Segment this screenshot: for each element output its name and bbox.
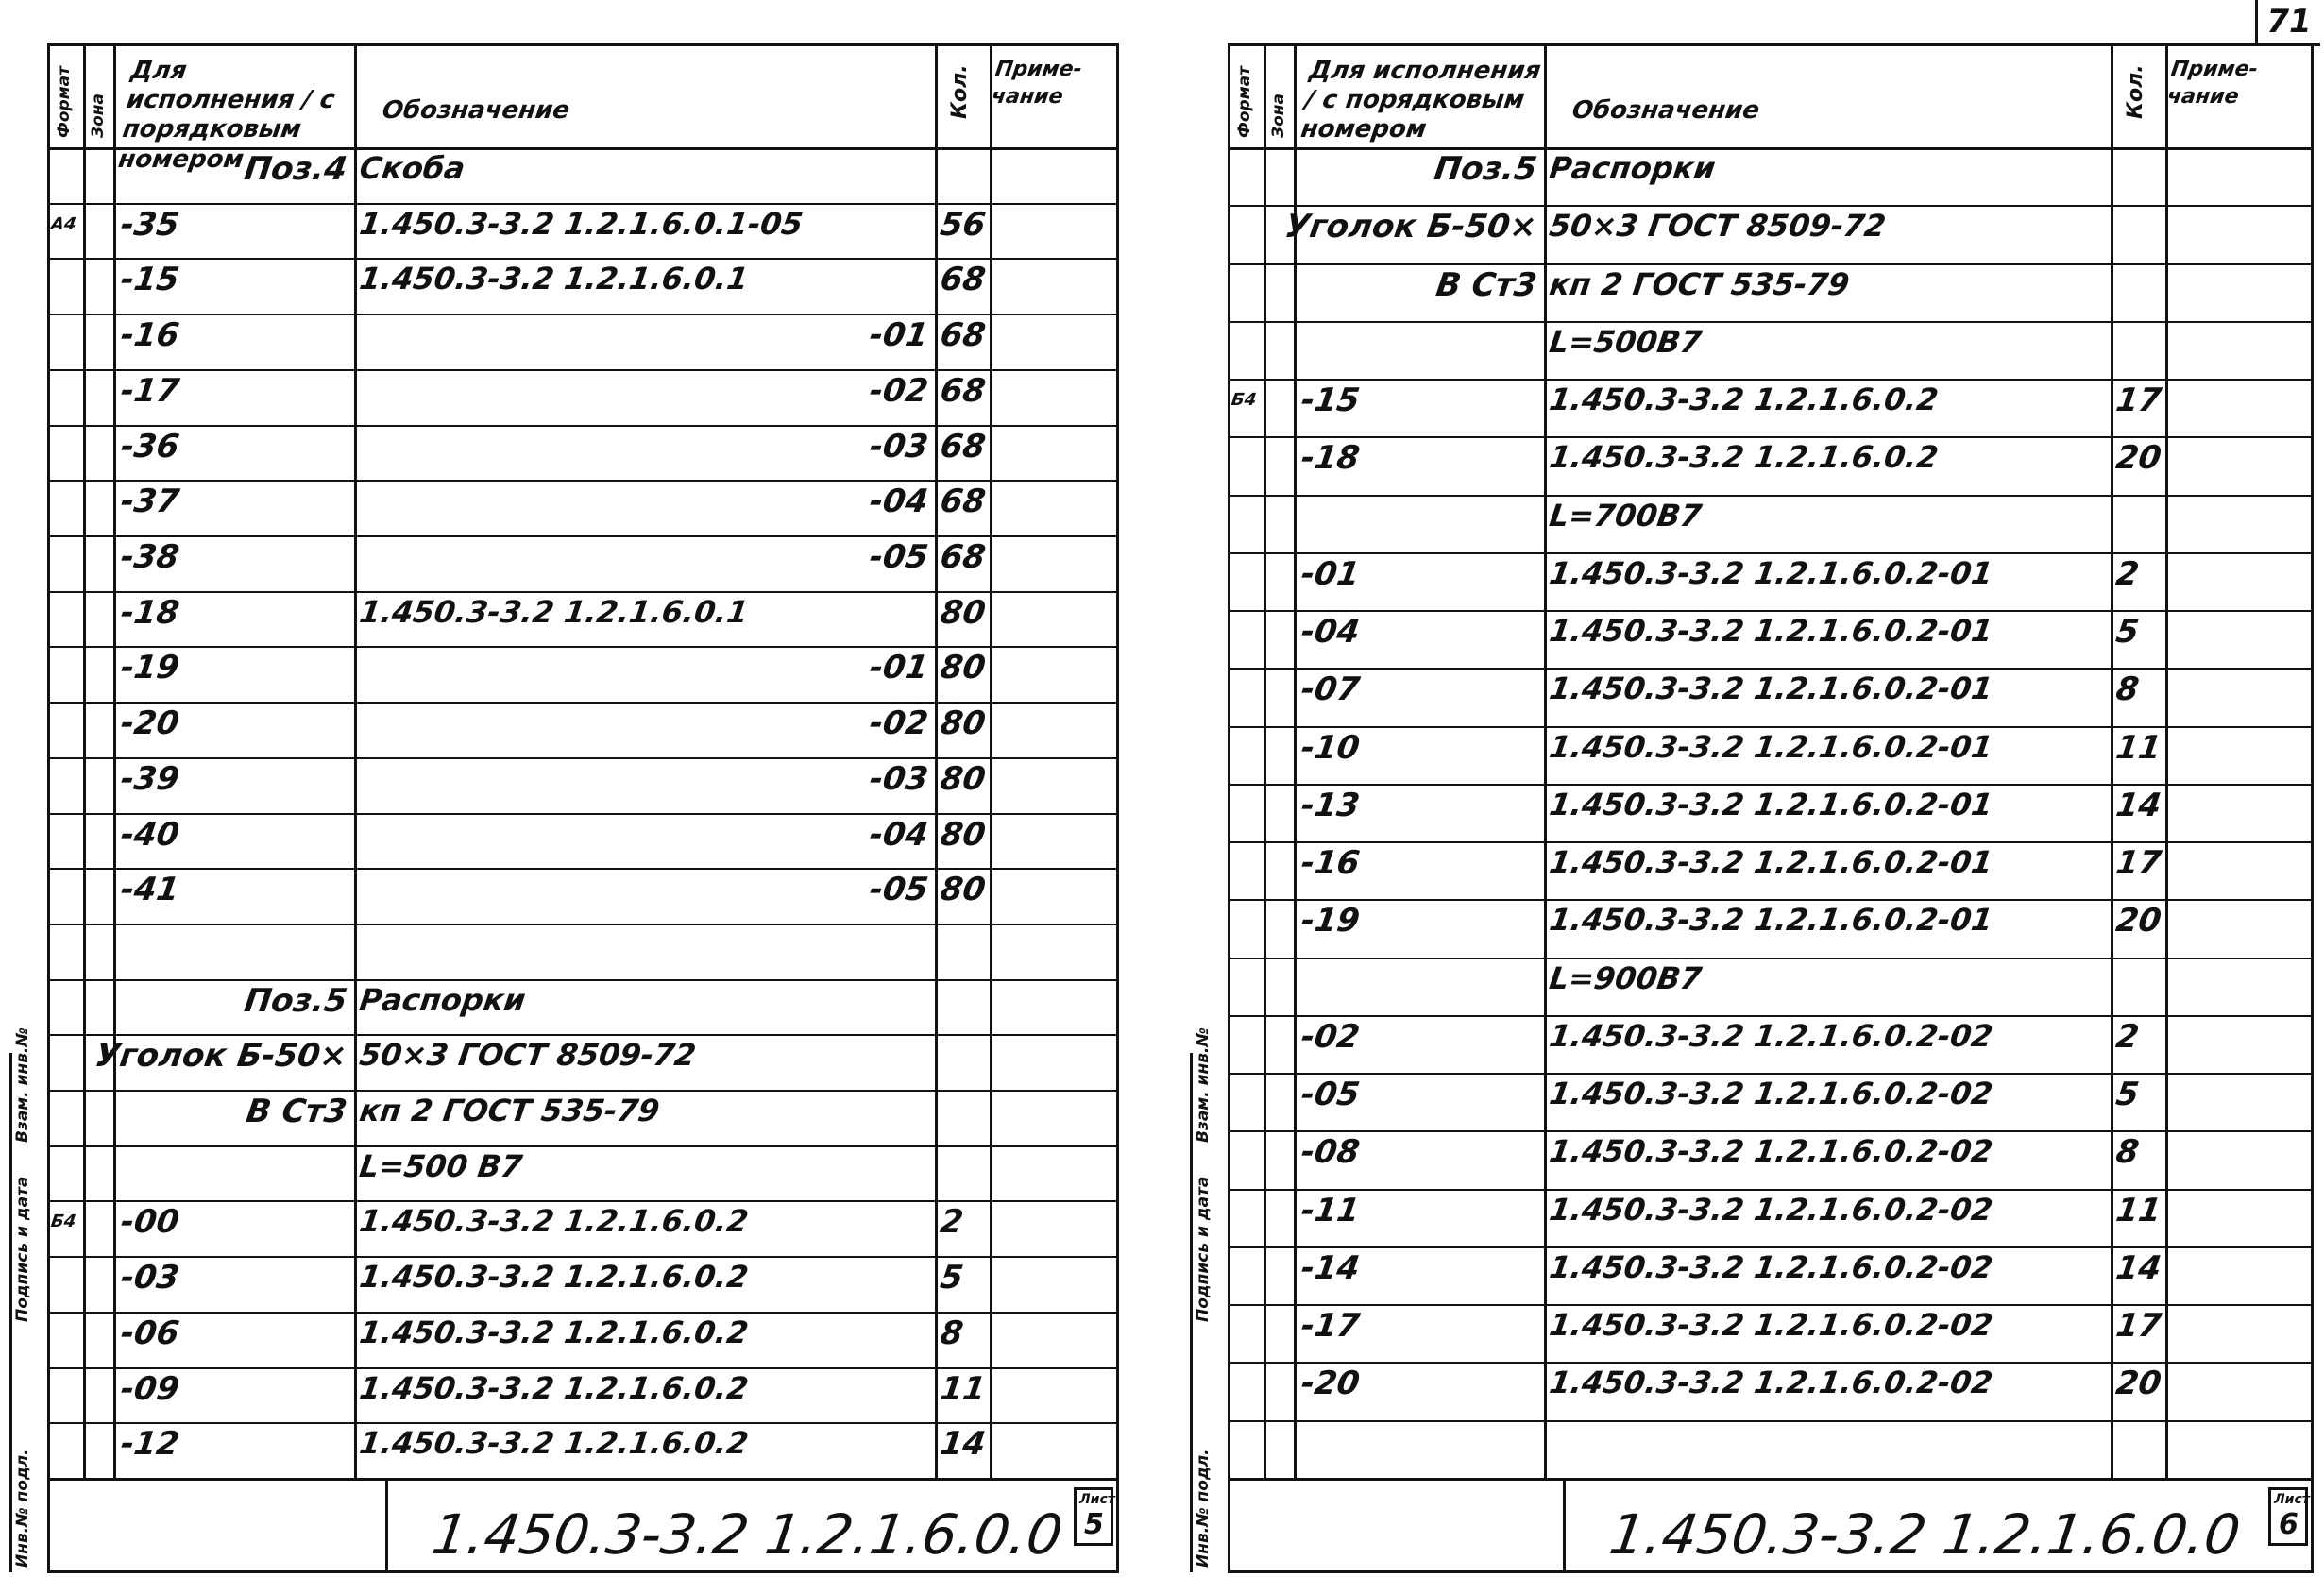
left-row-execution: -36 — [118, 427, 182, 466]
left-row-designation: 1.450.3-3.2 1.2.1.6.0.2 — [357, 1314, 751, 1350]
right-row-designation: 1.450.3-3.2 1.2.1.6.0.2-02 — [1547, 1365, 1995, 1401]
right-row-qty: 5 — [2113, 1076, 2142, 1114]
left-row-execution: В Ст3 — [244, 1093, 349, 1131]
left-sheet-number-box — [1074, 1487, 1113, 1546]
right-row-qty: 20 — [2113, 439, 2164, 478]
left-row-execution: -03 — [118, 1259, 182, 1297]
right-row-designation: 50×3 ГОСТ 8509-72 — [1547, 208, 1889, 245]
left-row-designation: 50×3 ГОСТ 8509-72 — [357, 1037, 699, 1074]
right-header-designation: Обозначение — [1569, 96, 1762, 125]
left-row-execution: Поз.5 — [242, 981, 349, 1020]
page-number — [2255, 0, 2320, 46]
left-title-code: 1.450.3-3.2 1.2.1.6.0.0 — [428, 1502, 1067, 1567]
right-row-execution: -11 — [1298, 1191, 1363, 1229]
right-col-line — [1544, 43, 1547, 1478]
left-row-designation: -05 — [866, 871, 930, 909]
left-row-designation: Распорки — [357, 981, 528, 1018]
right-row-qty: 2 — [2113, 554, 2142, 593]
left-row-line — [47, 979, 1119, 981]
right-row-designation: 1.450.3-3.2 1.2.1.6.0.2 — [1547, 439, 1941, 476]
right-col-line — [1264, 43, 1266, 1478]
right-row-line — [1228, 958, 2314, 959]
right-row-designation: Распорки — [1547, 150, 1718, 186]
right-row-line — [1228, 321, 2314, 323]
right-row-qty: 5 — [2113, 613, 2142, 652]
right-row-qty: 17 — [2113, 844, 2164, 883]
right-stamp-line — [1190, 1053, 1193, 1572]
left-sheet-label: Лист — [1079, 1492, 1115, 1507]
right-row-execution: -02 — [1298, 1017, 1363, 1056]
left-row-line — [47, 535, 1119, 537]
right-row-qty: 17 — [2113, 1307, 2164, 1346]
right-header-execution: Для исполнения / с порядковым номером — [1298, 57, 1543, 144]
left-row-execution: -12 — [118, 1425, 182, 1464]
right-row-line — [1228, 899, 2314, 901]
right-row-line — [1228, 263, 2314, 265]
left-row-line — [47, 1200, 1119, 1202]
right-row-line — [1228, 726, 2314, 728]
right-row-line — [1228, 436, 2314, 438]
left-row-qty: 80 — [938, 704, 989, 743]
right-row-execution: -20 — [1298, 1365, 1363, 1403]
right-row-designation: 1.450.3-3.2 1.2.1.6.0.2-02 — [1547, 1307, 1995, 1344]
left-title-divider — [385, 1478, 388, 1573]
left-row-qty: 11 — [938, 1369, 989, 1408]
left-row-execution: -39 — [118, 759, 182, 798]
left-row-execution: -37 — [118, 483, 182, 521]
left-stamp-a: Взам. инв.№ — [13, 1027, 32, 1143]
left-row-line — [47, 203, 1119, 205]
right-row-line — [1228, 1246, 2314, 1248]
left-row-execution: Уголок Б-50× — [92, 1037, 349, 1076]
left-row-execution: -20 — [118, 704, 182, 743]
left-row-format: А4 — [49, 213, 78, 234]
left-stamp-c: Инв.№ подл. — [13, 1449, 32, 1568]
left-row-qty: 68 — [938, 316, 989, 355]
left-row-designation: -01 — [866, 316, 930, 355]
right-row-designation: 1.450.3-3.2 1.2.1.6.0.2-01 — [1547, 613, 1995, 650]
right-header-note: Приме-чание — [2165, 58, 2260, 109]
right-row-execution: В Ст3 — [1433, 265, 1539, 304]
left-row-designation: 1.450.3-3.2 1.2.1.6.0.1 — [357, 261, 751, 297]
right-sheet-number-box — [2268, 1487, 2308, 1546]
left-row-execution: -06 — [118, 1314, 182, 1352]
right-row-qty: 11 — [2113, 728, 2164, 767]
right-row-qty: 2 — [2113, 1017, 2142, 1056]
right-row-qty: 14 — [2113, 1248, 2164, 1287]
left-row-line — [47, 1367, 1119, 1369]
left-row-line — [47, 1256, 1119, 1258]
left-row-line — [47, 1090, 1119, 1092]
right-row-line — [1228, 495, 2314, 497]
right-row-line — [1228, 610, 2314, 612]
right-row-line — [1228, 1015, 2314, 1017]
left-header-execution: Для исполнения / с порядковым номером — [116, 57, 337, 174]
right-row-designation: 1.450.3-3.2 1.2.1.6.0.2 — [1547, 382, 1941, 418]
left-row-execution: -15 — [118, 261, 182, 299]
right-row-designation: 1.450.3-3.2 1.2.1.6.0.2-01 — [1547, 786, 1995, 822]
right-row-designation: 1.450.3-3.2 1.2.1.6.0.2-01 — [1547, 554, 1995, 591]
left-row-line — [47, 757, 1119, 759]
left-row-execution: -38 — [118, 537, 182, 576]
left-header-zone: Зона — [89, 93, 108, 138]
right-row-line — [1228, 1073, 2314, 1075]
left-row-designation: L=500 В7 — [357, 1147, 525, 1184]
left-row-qty: 8 — [938, 1314, 966, 1352]
left-row-line — [47, 258, 1119, 260]
right-row-line — [1228, 1189, 2314, 1191]
left-row-line — [47, 702, 1119, 704]
left-row-qty: 80 — [938, 871, 989, 909]
right-header-format: Формат — [1235, 66, 1254, 138]
left-row-execution: -17 — [118, 371, 182, 410]
right-row-qty: 8 — [2113, 1133, 2142, 1172]
left-row-designation: -02 — [866, 371, 930, 410]
left-row-designation: -01 — [866, 649, 930, 687]
right-row-line — [1228, 841, 2314, 843]
left-row-qty: 80 — [938, 649, 989, 687]
left-header-designation: Обозначение — [380, 96, 572, 125]
right-row-execution: -08 — [1298, 1133, 1363, 1172]
right-stamp-b: Подпись и дата — [1194, 1176, 1213, 1322]
left-row-line — [47, 813, 1119, 815]
right-row-line — [1228, 668, 2314, 670]
left-stamp-b: Подпись и дата — [13, 1176, 32, 1322]
left-row-execution: -09 — [118, 1369, 182, 1408]
right-row-execution: Уголок Б-50× — [1281, 208, 1539, 246]
right-header-qty: Кол. — [2124, 64, 2147, 119]
left-row-line — [47, 868, 1119, 870]
left-header-format: Формат — [55, 66, 74, 138]
right-row-execution: -05 — [1298, 1076, 1363, 1114]
right-row-designation: 1.450.3-3.2 1.2.1.6.0.2-02 — [1547, 1248, 1995, 1285]
right-row-designation: 1.450.3-3.2 1.2.1.6.0.2-01 — [1547, 670, 1995, 707]
left-row-line — [47, 1034, 1119, 1036]
left-row-designation: 1.450.3-3.2 1.2.1.6.0.2 — [357, 1425, 751, 1462]
right-row-designation: 1.450.3-3.2 1.2.1.6.0.2-01 — [1547, 728, 1995, 765]
left-row-qty: 68 — [938, 537, 989, 576]
left-row-designation: кп 2 ГОСТ 535-79 — [357, 1093, 662, 1129]
left-row-line — [47, 314, 1119, 315]
right-title-divider — [1563, 1478, 1566, 1573]
left-row-qty: 5 — [938, 1259, 966, 1297]
right-row-designation: кп 2 ГОСТ 535-79 — [1547, 265, 1852, 302]
page-number-text: 71 — [2266, 3, 2312, 41]
left-row-designation: -03 — [866, 759, 930, 798]
left-row-execution: Поз.4 — [242, 150, 349, 188]
left-row-qty: 68 — [938, 427, 989, 466]
right-row-designation: L=700В7 — [1547, 497, 1705, 534]
right-row-designation: 1.450.3-3.2 1.2.1.6.0.2-01 — [1547, 902, 1995, 939]
left-row-designation: -03 — [866, 427, 930, 466]
right-col-line — [2165, 43, 2168, 1478]
right-row-line — [1228, 1130, 2314, 1132]
right-row-format: Б4 — [1230, 390, 1258, 411]
left-row-qty: 68 — [938, 371, 989, 410]
left-row-designation: -04 — [866, 483, 930, 521]
left-row-line — [47, 1312, 1119, 1314]
right-row-line — [1228, 1420, 2314, 1422]
left-row-designation: -05 — [866, 537, 930, 576]
left-row-line — [47, 1145, 1119, 1147]
right-row-designation: 1.450.3-3.2 1.2.1.6.0.2-01 — [1547, 844, 1995, 881]
left-row-designation: -04 — [866, 815, 930, 854]
left-row-execution: -18 — [118, 593, 182, 632]
left-row-line — [47, 924, 1119, 925]
right-sheet-number: 6 — [2279, 1508, 2299, 1541]
left-row-qty: 56 — [938, 205, 989, 244]
left-row-qty: 80 — [938, 593, 989, 632]
right-row-execution: -14 — [1298, 1248, 1363, 1287]
left-row-execution: -00 — [118, 1203, 182, 1242]
right-row-qty: 14 — [2113, 786, 2164, 824]
right-row-designation: 1.450.3-3.2 1.2.1.6.0.2-02 — [1547, 1191, 1995, 1228]
left-row-qty: 80 — [938, 815, 989, 854]
right-row-qty: 17 — [2113, 382, 2164, 420]
left-row-execution: -35 — [118, 205, 182, 244]
left-stamp-line — [9, 1053, 12, 1572]
left-header-qty: Кол. — [948, 64, 972, 119]
right-row-execution: -16 — [1298, 844, 1363, 883]
left-row-line — [47, 1422, 1119, 1424]
left-row-line — [47, 369, 1119, 371]
right-row-designation: 1.450.3-3.2 1.2.1.6.0.2-02 — [1547, 1076, 1995, 1112]
right-title-code: 1.450.3-3.2 1.2.1.6.0.0 — [1605, 1502, 2245, 1567]
right-row-line — [1228, 784, 2314, 786]
right-col-line — [1294, 43, 1297, 1478]
right-row-qty: 20 — [2113, 1365, 2164, 1403]
left-row-execution: -40 — [118, 815, 182, 854]
right-header-zone: Зона — [1269, 93, 1288, 138]
right-row-line — [1228, 379, 2314, 381]
left-row-designation: -02 — [866, 704, 930, 743]
right-row-line — [1228, 552, 2314, 554]
left-row-qty: 14 — [938, 1425, 989, 1464]
right-row-execution: -18 — [1298, 439, 1363, 478]
right-row-execution: -07 — [1298, 670, 1363, 709]
right-row-designation: 1.450.3-3.2 1.2.1.6.0.2-02 — [1547, 1017, 1995, 1054]
left-row-format: Б4 — [49, 1212, 77, 1232]
right-row-designation: L=500В7 — [1547, 323, 1705, 360]
right-row-qty: 8 — [2113, 670, 2142, 709]
left-row-designation: 1.450.3-3.2 1.2.1.6.0.2 — [357, 1369, 751, 1406]
left-row-line — [47, 591, 1119, 593]
right-row-line — [1228, 1304, 2314, 1306]
right-row-execution: -01 — [1298, 554, 1363, 593]
left-row-qty: 68 — [938, 483, 989, 521]
left-title-line — [47, 1478, 1119, 1481]
right-sheet-label: Лист — [2274, 1492, 2310, 1507]
right-row-line — [1228, 1362, 2314, 1364]
right-header-line — [1228, 147, 2314, 150]
right-col-line — [2111, 43, 2113, 1478]
left-row-designation: 1.450.3-3.2 1.2.1.6.0.2 — [357, 1259, 751, 1296]
left-row-qty: 68 — [938, 261, 989, 299]
right-row-execution: Поз.5 — [1432, 150, 1539, 188]
right-row-execution: -19 — [1298, 902, 1363, 941]
left-sheet-number: 5 — [1084, 1508, 1104, 1541]
right-row-execution: -13 — [1298, 786, 1363, 824]
right-stamp-a: Взам. инв.№ — [1194, 1027, 1213, 1143]
left-row-line — [47, 646, 1119, 648]
left-row-execution: -19 — [118, 649, 182, 687]
left-row-qty: 2 — [938, 1203, 966, 1242]
left-row-designation: 1.450.3-3.2 1.2.1.6.0.1-05 — [357, 205, 806, 242]
right-row-execution: -15 — [1298, 382, 1363, 420]
right-row-designation: L=900В7 — [1547, 959, 1705, 996]
right-row-execution: -10 — [1298, 728, 1363, 767]
right-row-qty: 11 — [2113, 1191, 2164, 1229]
right-row-execution: -04 — [1298, 613, 1363, 652]
left-row-execution: -41 — [118, 871, 182, 909]
right-stamp-c: Инв.№ подл. — [1194, 1449, 1213, 1568]
right-title-line — [1228, 1478, 2314, 1481]
right-row-designation: 1.450.3-3.2 1.2.1.6.0.2-02 — [1547, 1133, 1995, 1170]
left-row-execution: -16 — [118, 316, 182, 355]
left-row-designation: 1.450.3-3.2 1.2.1.6.0.2 — [357, 1203, 751, 1240]
left-header-note: Приме-чание — [990, 58, 1084, 109]
right-row-execution: -17 — [1298, 1307, 1363, 1346]
left-row-designation: 1.450.3-3.2 1.2.1.6.0.1 — [357, 593, 751, 630]
right-row-line — [1228, 205, 2314, 207]
right-row-qty: 20 — [2113, 902, 2164, 941]
left-row-line — [47, 480, 1119, 482]
left-row-designation: Скоба — [357, 150, 467, 186]
left-row-line — [47, 425, 1119, 427]
left-row-qty: 80 — [938, 759, 989, 798]
